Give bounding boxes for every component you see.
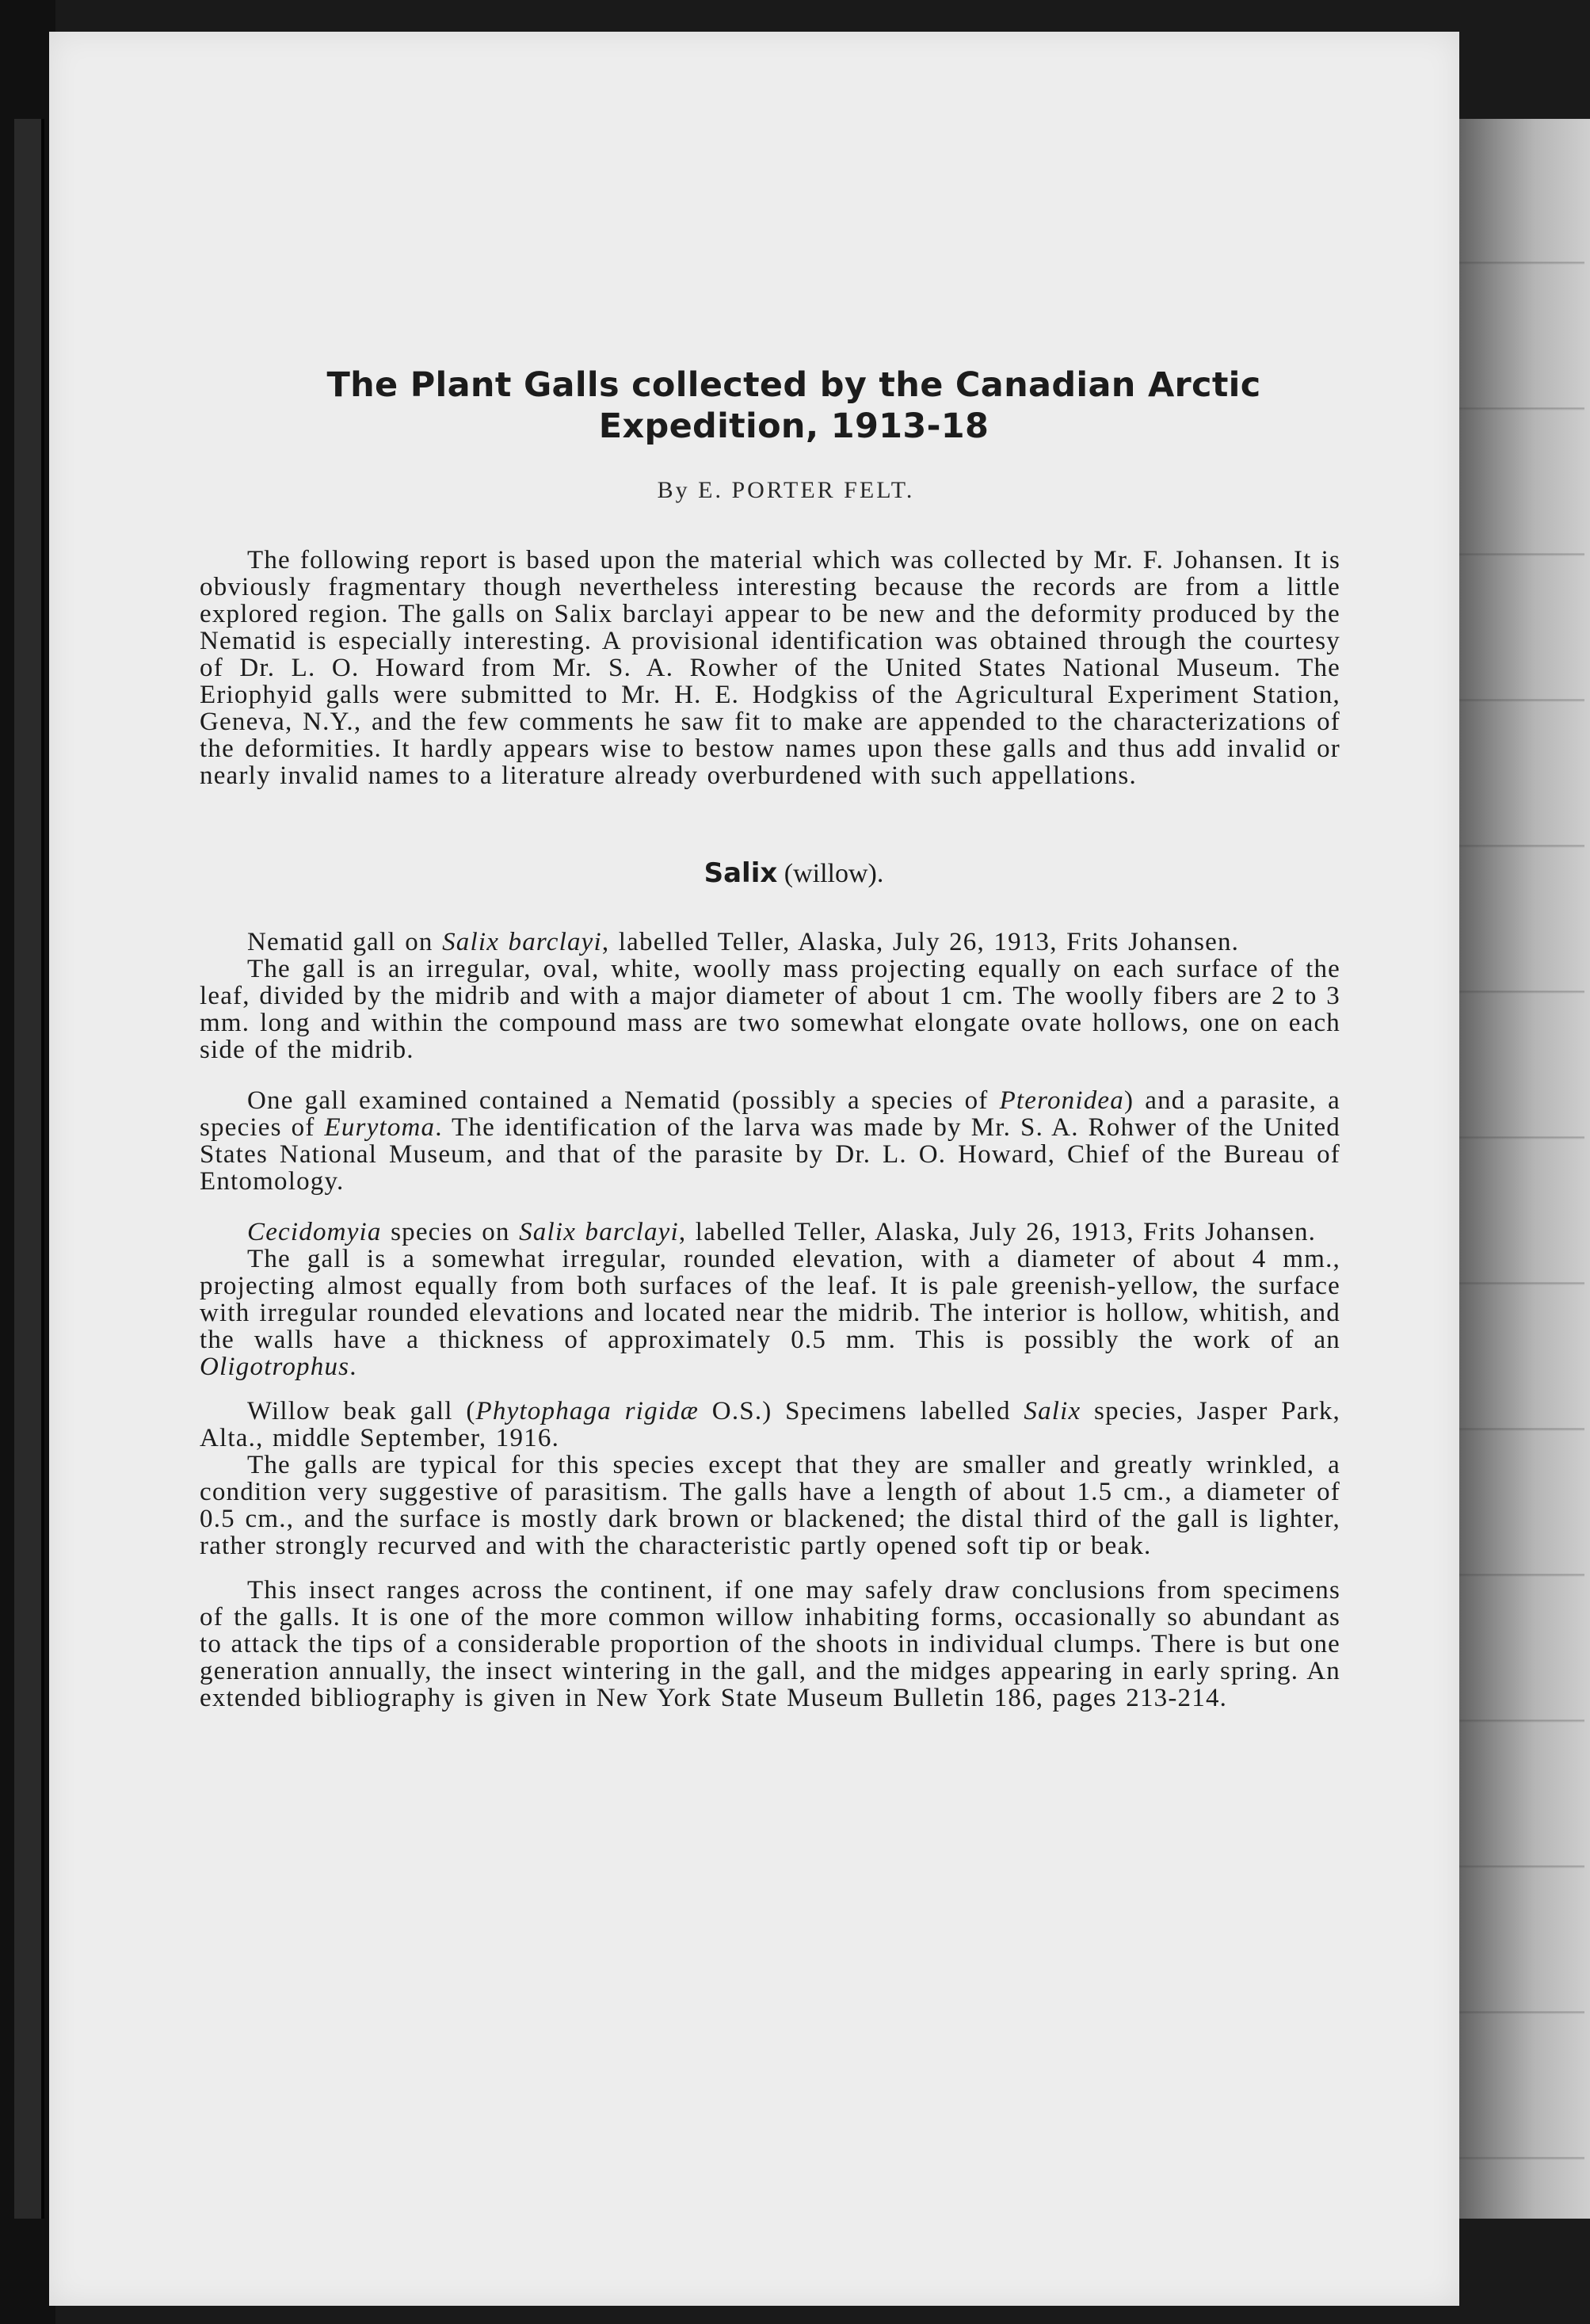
adjacent-page-edge — [14, 119, 44, 2219]
text-run: . The identification of the larva was made by Mr. S. A. Rohwer of the United States National Museum, and that of the parasite by Dr. L. O. Howard, Chief of the Bureau of Entomology. — [200, 1113, 1340, 1196]
genus-name: Oligotrophus — [200, 1353, 350, 1381]
species-name: Phytophaga rigidæ — [475, 1397, 700, 1425]
text-run: Nematid gall on — [247, 928, 443, 956]
paragraph-cecidomyia-record — [200, 1219, 1340, 1246]
paragraph-willow-beak-range: This insect ranges across the continent, if one may safely draw conclusions from specimens of the galls. It is one of the more common willow inhabiting forms, occasionally so abundant as to attack the tips of a considerable proportion of the shoots in individual clumps. There is but one generation annually, the insect wintering in the gall, and the midges appearing in early spring. An extended bibliography is given in New York State Museum Bulletin 186, pages 213-214. — [200, 1576, 1340, 1712]
paragraph-willow-beak-record — [200, 1398, 1340, 1452]
section-heading-main: Salix — [703, 857, 778, 889]
text-run: species on — [381, 1218, 520, 1246]
genus-name: Cecidomyia — [247, 1218, 382, 1246]
author-byline: By E. PORTER FELT. — [657, 477, 915, 503]
text-run: One gall examined contained a Nematid (possibly a species of — [247, 1086, 1000, 1115]
text-run: . — [349, 1353, 357, 1381]
species-name: Salix barclayi — [442, 928, 602, 956]
document-page — [49, 32, 1459, 2306]
text-run: ) and a parasite, a species of — [200, 1086, 1341, 1142]
genus-name: Eurytoma — [324, 1113, 436, 1142]
text-run: Willow beak gall ( — [247, 1397, 476, 1425]
title-line-1: The Plant Galls collected by the Canadian Arctic — [326, 365, 1261, 405]
title-line-2: Expedition, 1913-18 — [598, 406, 989, 446]
text-run: O.S.) Specimens labelled — [699, 1397, 1024, 1425]
text-run: , labelled Teller, Alaska, July 26, 1913, Frits Johansen. — [601, 928, 1240, 956]
article-title — [247, 364, 1340, 447]
paragraph-willow-beak-description: The galls are typical for this species except that they are smaller and greatly wrinkled, a condition very suggestive of parasitism. The galls have a length of about 1.5 cm., a diameter of 0.5 cm., and the surface is mostly dark brown or blackened; the distal third of the gall is lighter, rather strongly recurved and with the characteristic partly opened soft tip or beak. — [200, 1451, 1340, 1560]
paragraph-nematid-description: The gall is an irregular, oval, white, woolly mass projecting equally on each surface of the leaf, divided by the midrib and with a major diameter of about 1 cm. The woolly fibers are 2 to 3 mm. long and within the compound mass are two somewhat elongate ovate hollows, one on each side of the midrib. — [200, 955, 1340, 1064]
text-run: The gall is a somewhat irregular, rounded elevation, with a diameter of about 4 mm., projecting almost equally from both surfaces of the leaf. It is pale greenish-yellow, the surface with irregular rounded elevations and located near the midrib. The interior is hollow, whitish, and the walls have a thickness of approximately 0.5 mm. This is possibly the work of an — [200, 1245, 1340, 1354]
text-run: species, Jasper Park, Alta., middle September, 1916. — [200, 1397, 1340, 1452]
paragraph-cecidomyia-description — [200, 1246, 1340, 1380]
species-name: Salix barclayi — [519, 1218, 679, 1246]
section-heading — [247, 857, 1340, 889]
text-run: , labelled Teller, Alaska, July 26, 1913, Frits Johansen. — [678, 1218, 1317, 1246]
paragraph-nematid-parasite — [200, 1087, 1340, 1195]
intro-paragraph: The following report is based upon the material which was collected by Mr. F. Johansen. It is obviously fragmentary though nevertheless interesting because the records are from a little explored region. The galls on Salix barclayi appear to be new and the deformity produced by the Nematid is especially interesting. A provisional identification was obtained through the courtesy of Dr. L. O. Howard from Mr. S. A. Rowher of the United States National Museum. The Eriophyid galls were submitted to Mr. H. E. Hodgkiss of the Agricultural Experiment Station, Geneva, N.Y., and the few comments he saw fit to make are appended to the characterizations of the deformities. It hardly appears wise to bestow names upon these galls and thus add invalid or nearly invalid names to a literature already overburdened with such appellations. — [200, 546, 1340, 790]
genus-name: Pteronidea — [999, 1086, 1124, 1115]
article-body — [200, 364, 1340, 1712]
paragraph-nematid-record — [200, 929, 1340, 956]
page-stack-lines — [1458, 119, 1584, 2219]
section-heading-sub: (willow). — [777, 859, 884, 888]
genus-name: Salix — [1024, 1397, 1081, 1425]
